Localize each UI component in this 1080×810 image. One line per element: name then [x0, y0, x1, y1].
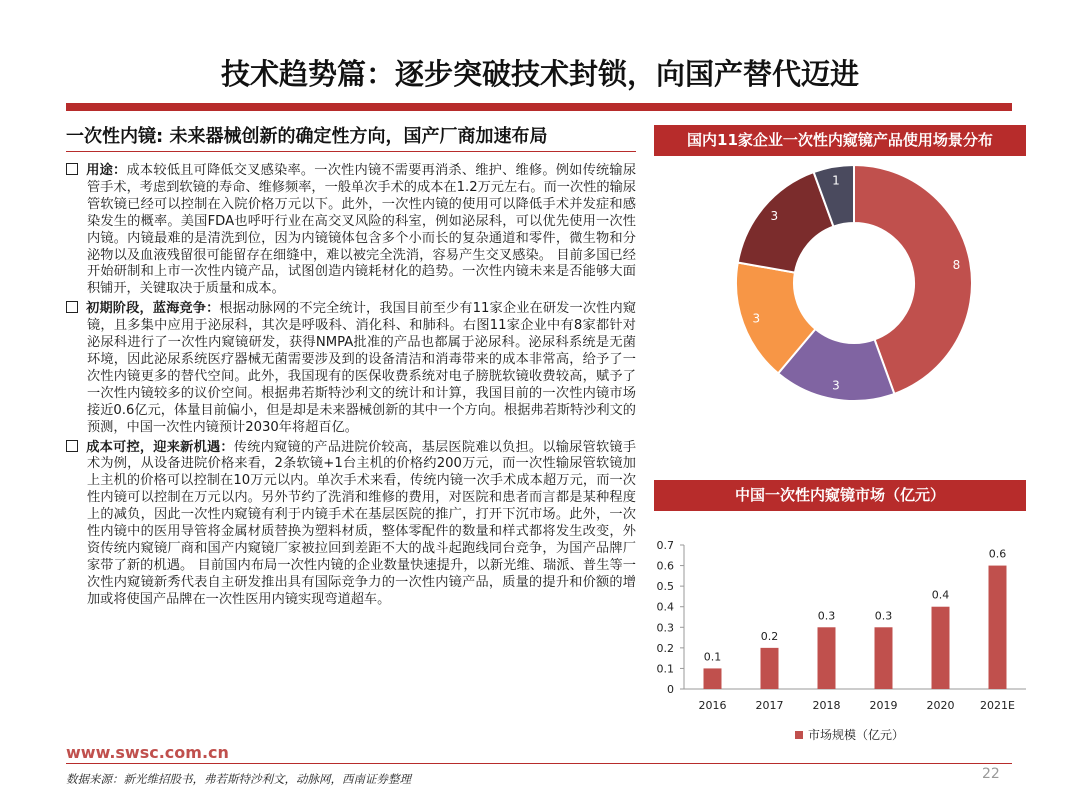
paragraph-cost-control: [66, 440, 636, 609]
donut-slice-label: 8: [952, 257, 961, 272]
bar: [989, 566, 1007, 689]
x-tick-label: 2018: [812, 699, 841, 712]
y-tick-label: 0.7: [656, 539, 674, 552]
donut-slice-label: 3: [770, 209, 779, 224]
y-tick-label: 0.4: [656, 600, 674, 614]
paragraph-lead: 成本可控，迎来新机遇：: [86, 439, 234, 455]
page-title: 技术趋势篇：逐步突破技术封锁，向国产替代迈进: [220, 57, 859, 91]
title-underline: [66, 103, 1012, 111]
page-number: 22: [982, 766, 1000, 782]
donut-chart: [654, 165, 1026, 415]
bar-data-label: 0.6: [988, 547, 1007, 561]
paragraph-lead: 初期阶段，蓝海竞争：: [86, 301, 220, 317]
donut-slice-label: 1: [832, 173, 840, 188]
x-tick-label: 2017: [755, 699, 784, 712]
paragraph-early-stage: [66, 301, 636, 436]
y-tick-label: 0.2: [656, 641, 674, 655]
y-tick-label: 0.6: [656, 559, 674, 573]
checkbox-bullet-icon: [66, 163, 78, 175]
checkbox-bullet-icon: [66, 440, 78, 452]
section-heading: 一次性内镜: 未来器械创新的确定性方向，国产厂商加速布局: [66, 126, 548, 147]
paragraph-text: 成本较低且可降低交叉感染率。一次性内镜不需要再消杀、维护、维修。例如传统输尿管手术，考虑到软镜的寿命、维修频率，一般单次手术的成本在1.2万元左右。而一次性的输尿管软镜已经可以控制在入院价格万元以下。此外，一次性内镜的使用可以降低手术并发症和感染发生的概率。美国FDA也呼吁行业在高交叉风险的科室，例如泌尿科，可以优先使用一次性内镜。内镜最难的是清洗到位，因为内镜镜体包含多个小而长的复杂通道和零件，微生物和分泌物以及血液残留很可能留存在细缝中，难以被完全洗消，容易产生交叉感染。 目前多国已经开始研制和上市一次性内镜产品，试图创造内镜耗材化的趋势。一次性内镜未来是否能够大面积铺开，关键取决于质量和成本。: [87, 163, 637, 297]
bar-data-label: 0.2: [760, 629, 779, 643]
x-tick-label: 2016: [698, 699, 727, 712]
x-tick-label: 2020: [926, 699, 955, 712]
bar: [932, 607, 950, 689]
data-source: 数据来源：新光维招股书，弗若斯特沙利文，动脉网，西南证券整理: [66, 772, 411, 786]
donut-slice-label: 3: [752, 311, 761, 326]
x-tick-label: 2019: [869, 699, 898, 712]
bar: [704, 668, 722, 689]
legend-label: 市场规模（亿元）: [808, 728, 905, 742]
paragraph-text: 根据动脉网的不完全统计，我国目前至少有11家企业在研发一次性内窥镜，且多集中应用于泌尿科，其次是呼吸科、消化科、和肺科。右图11家企业中有8家都针对泌尿科进行了一次性内窥镜研发，获得NMPA批准的产品也都属于泌尿科。泌尿科系统是无菌环境，因此泌尿系统医疗器械无菌需要涉及到的设备清洁和消毒带来的成本非常高，给予了一次性内镜更多的替代空间。此外，我国现有的医保收费系统对电子膀胱软镜收费较高，赋予了一次性内镜较多的议价空间。根据弗若斯特沙利文的统计和计算，我国目前的一次性内镜市场接近0.6亿元，体量目前偏小，但是却是未来器械创新的其中一个方向。根据弗若斯特沙利文的预测，中国一次性内镜预计2030年将超百亿。: [87, 301, 637, 435]
paragraph-usage: [66, 163, 636, 298]
footer-divider: [66, 763, 1012, 764]
x-tick-label: 2021E: [980, 699, 1015, 712]
y-tick-label: 0: [667, 683, 674, 696]
bar: [818, 627, 836, 689]
bar: [875, 627, 893, 689]
bar-chart-legend: [795, 726, 904, 743]
bar-data-label: 0.3: [817, 609, 836, 623]
bar-data-label: 0.3: [874, 609, 893, 623]
donut-slice-label: 3: [832, 378, 840, 393]
paragraph-lead: 用途：: [86, 163, 127, 178]
bar-panel-title: 中国一次性内窥镜市场（亿元）: [654, 480, 1026, 511]
pie-panel-title: 国内11家企业一次性内窥镜产品使用场景分布: [654, 125, 1026, 156]
website-link[interactable]: www.swsc.com.cn: [66, 743, 229, 762]
checkbox-bullet-icon: [66, 301, 78, 313]
y-tick-label: 0.3: [656, 621, 674, 635]
y-tick-label: 0.5: [656, 580, 674, 594]
section-divider: [66, 151, 636, 152]
bar-data-label: 0.1: [703, 650, 722, 664]
bar: [761, 648, 779, 689]
bar-chart: [654, 520, 1026, 720]
legend-swatch: [795, 731, 803, 739]
bar-data-label: 0.4: [931, 588, 950, 602]
paragraph-text: 传统内窥镜的产品进院价较高，基层医院难以负担。以输尿管软镜手术为例，从设备进院价格来看，2条软镜+1台主机的价格约200万元，而一次性输尿管软镜加上主机的价格可以控制在10万元以内。单次手术来看，传统内镜一次手术成本超万元，而一次性内镜可以控制在万元以内。另外节约了洗消和维修的费用，对医院和患者而言都是某种程度上的减负，因此一次性内窥镜有利于内镜手术在基层医院的推广，打开下沉市场。此外，一次性内镜中的医用导管将金属材质替换为塑料材质，整体零配件的数量和样式都将发生改变，外资传统内窥镜厂商和国产内窥镜厂家被拉回到差距不大的战斗起跑线同台竞争，为国产品牌厂家带了新的机遇。 目前国内布局一次性内镜的企业数量快速提升，以新光维、瑞派、普生等一次性内窥镜新秀代表自主研发推出具有国际竞争力的一次性内镜产品，质量的提升和价额的增加或将使国产品牌在一次性医用内镜实现弯道超车。: [87, 439, 637, 607]
y-tick-label: 0.1: [656, 662, 674, 676]
body-text: [66, 163, 636, 612]
